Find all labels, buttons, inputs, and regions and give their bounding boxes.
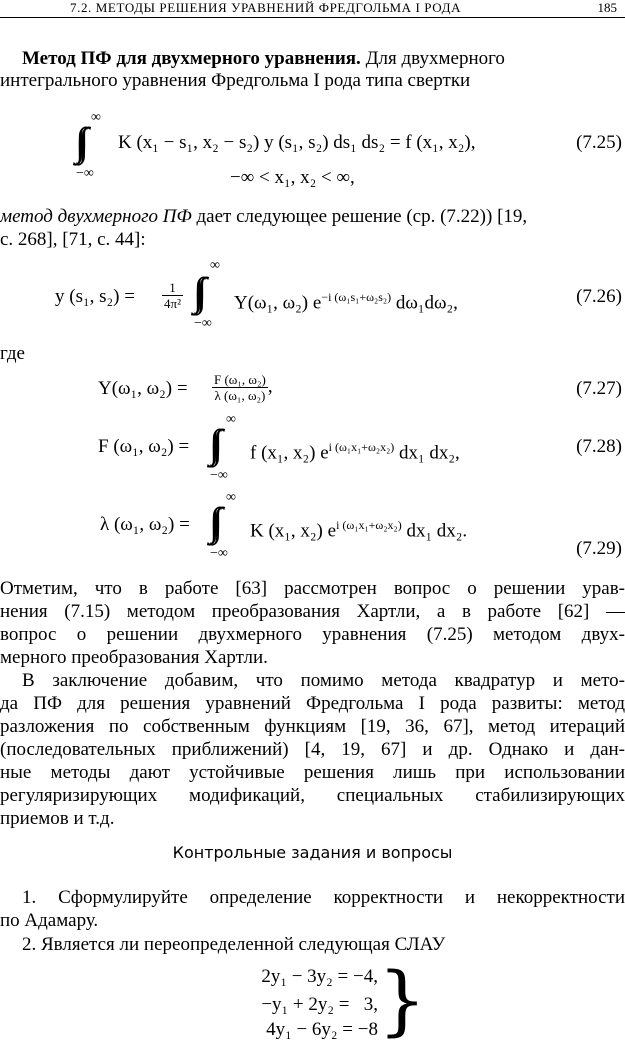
eq726-integrand: Y(ω₁, ω₂) e bbox=[234, 292, 322, 314]
eq727-number: (7.27) bbox=[576, 378, 622, 399]
eq728-lower-limit: −∞ bbox=[210, 468, 228, 483]
question1-line2: по Адамару. bbox=[0, 910, 99, 931]
para4-line3: разложения по собственным функциям [19, 36, 67], метод итераций bbox=[0, 716, 625, 737]
para3-line4: мерного преобразования Хартли. bbox=[0, 647, 268, 668]
right-brace: } bbox=[378, 955, 427, 1044]
para3-line1: Отметим, что в работе [63] рассмотрен вопрос о решении урав- bbox=[0, 578, 625, 599]
question1-line1: 1. Сформулируйте определение корректности и некорректности bbox=[22, 887, 625, 908]
eq726-number: (7.26) bbox=[576, 286, 622, 307]
eq728-integrand: f (x₁, x₂) e bbox=[250, 442, 329, 464]
eq725-number: (7.25) bbox=[576, 132, 622, 153]
eq729-diff: dx₁ dx₂. bbox=[401, 520, 468, 542]
question2: 2. Является ли переопределенной следующая СЛАУ bbox=[22, 934, 446, 955]
eq725-body: K (x₁ − s₁, x₂ − s₂) y (s₁, s₂) ds₁ ds₂ = f (x₁, x₂), bbox=[118, 132, 476, 153]
page-number: 185 bbox=[597, 0, 617, 15]
eq729-lower-limit: −∞ bbox=[210, 546, 228, 561]
eq729-lhs: λ (ω₁, ω₂) = bbox=[100, 514, 190, 535]
eq728-body bbox=[250, 436, 460, 464]
para1-heading: Метод ПФ для двухмерного уравнения. bbox=[22, 48, 361, 69]
eq728-upper-limit: ∞ bbox=[226, 412, 236, 427]
eq729-number: (7.29) bbox=[576, 538, 622, 559]
eq729-body bbox=[250, 514, 467, 542]
section-title: Контрольные задания и вопросы bbox=[172, 843, 453, 862]
eq729-exponent: i (ω₁x₁+ω₂x₂) bbox=[336, 518, 402, 532]
eq727-frac-num: F (ω₁, ω₂) bbox=[214, 372, 266, 387]
para2-method: метод двухмерного ПФ bbox=[0, 206, 192, 227]
eq728-lhs: F (ω₁, ω₂) = bbox=[98, 436, 190, 457]
eq726-frac-num: 1 bbox=[162, 280, 183, 296]
para3-line2: нения (7.15) методом преобразования Хартли, а в работе [62] — bbox=[0, 601, 625, 622]
eq725-lower-limit: −∞ bbox=[76, 166, 94, 181]
para1-line2: интегрального уравнения Фредгольма I рода типа свертки bbox=[0, 70, 471, 91]
eq728-diff: dx₁ dx₂, bbox=[394, 442, 460, 464]
system-eq3: 4y₁ − 6y₂ = −8 bbox=[266, 1019, 378, 1040]
eq728-number: (7.28) bbox=[576, 436, 622, 457]
eq726-body bbox=[234, 286, 458, 314]
para1-text: Для двухмерного bbox=[360, 48, 505, 69]
eq729-integrand: K (x₁, x₂) e bbox=[250, 520, 337, 542]
eq727-frac-den: λ (ω₁, ω₂) bbox=[214, 388, 266, 403]
eq726-upper-limit: ∞ bbox=[210, 258, 220, 273]
header-title: 7.2. МЕТОДЫ РЕШЕНИЯ УРАВНЕНИЙ ФРЕДГОЛЬМА I РОДА bbox=[70, 0, 462, 15]
para4-line7: приемов и т.д. bbox=[0, 808, 115, 829]
eq725-upper-limit: ∞ bbox=[91, 110, 101, 125]
eq726-lhs: y (s₁, s₂) = bbox=[55, 286, 135, 307]
eq726-fraction bbox=[162, 280, 183, 311]
eq725-condition: −∞ < x₁, x₂ < ∞, bbox=[230, 167, 355, 188]
eq726-exponent: −i (ω₁s₁+ω₂s₂) bbox=[321, 290, 392, 304]
where-word: где bbox=[0, 343, 25, 364]
eq727-fraction bbox=[212, 372, 273, 403]
system-eq2: −y₁ + 2y₂ = 3, bbox=[261, 994, 378, 1015]
eq726-frac-den: 4π² bbox=[164, 296, 181, 311]
eq726-lower-limit: −∞ bbox=[194, 316, 212, 331]
running-header bbox=[0, 0, 625, 18]
para4-line1: В заключение добавим, что помимо метода квадратур и мето- bbox=[22, 670, 625, 691]
system-eq1: 2y₁ − 3y₂ = −4, bbox=[261, 966, 378, 987]
para4-line5: ные методы дают устойчивые решения лишь при использовании bbox=[0, 762, 625, 783]
para4-line4: (последовательных приближений) [4, 19, 67] и др. Однако и дан- bbox=[0, 739, 625, 760]
para2-line2: с. 268], [71, с. 44]: bbox=[0, 229, 146, 250]
eq729-upper-limit: ∞ bbox=[226, 490, 236, 505]
eq727-comma: , bbox=[267, 375, 273, 397]
para4-line6: регуляризирующих модификаций, специальных стабилизирующих bbox=[0, 785, 625, 806]
eq726-diff: dω₁dω₂, bbox=[391, 292, 458, 314]
eq727-lhs: Y(ω₁, ω₂) = bbox=[98, 378, 188, 399]
para2-line1 bbox=[0, 206, 625, 228]
para4-line2: да ПФ для решения уравнений Фредгольма I рода развиты: метод bbox=[0, 693, 625, 714]
para1-line1 bbox=[0, 48, 625, 70]
para3-line3: вопрос о решении двухмерного уравнения (7.25) методом двух- bbox=[0, 624, 625, 645]
eq728-exponent: i (ω₁x₁+ω₂x₂) bbox=[328, 440, 395, 454]
para2-text: дает следующее решение (ср. (7.22)) [19, bbox=[191, 206, 528, 227]
